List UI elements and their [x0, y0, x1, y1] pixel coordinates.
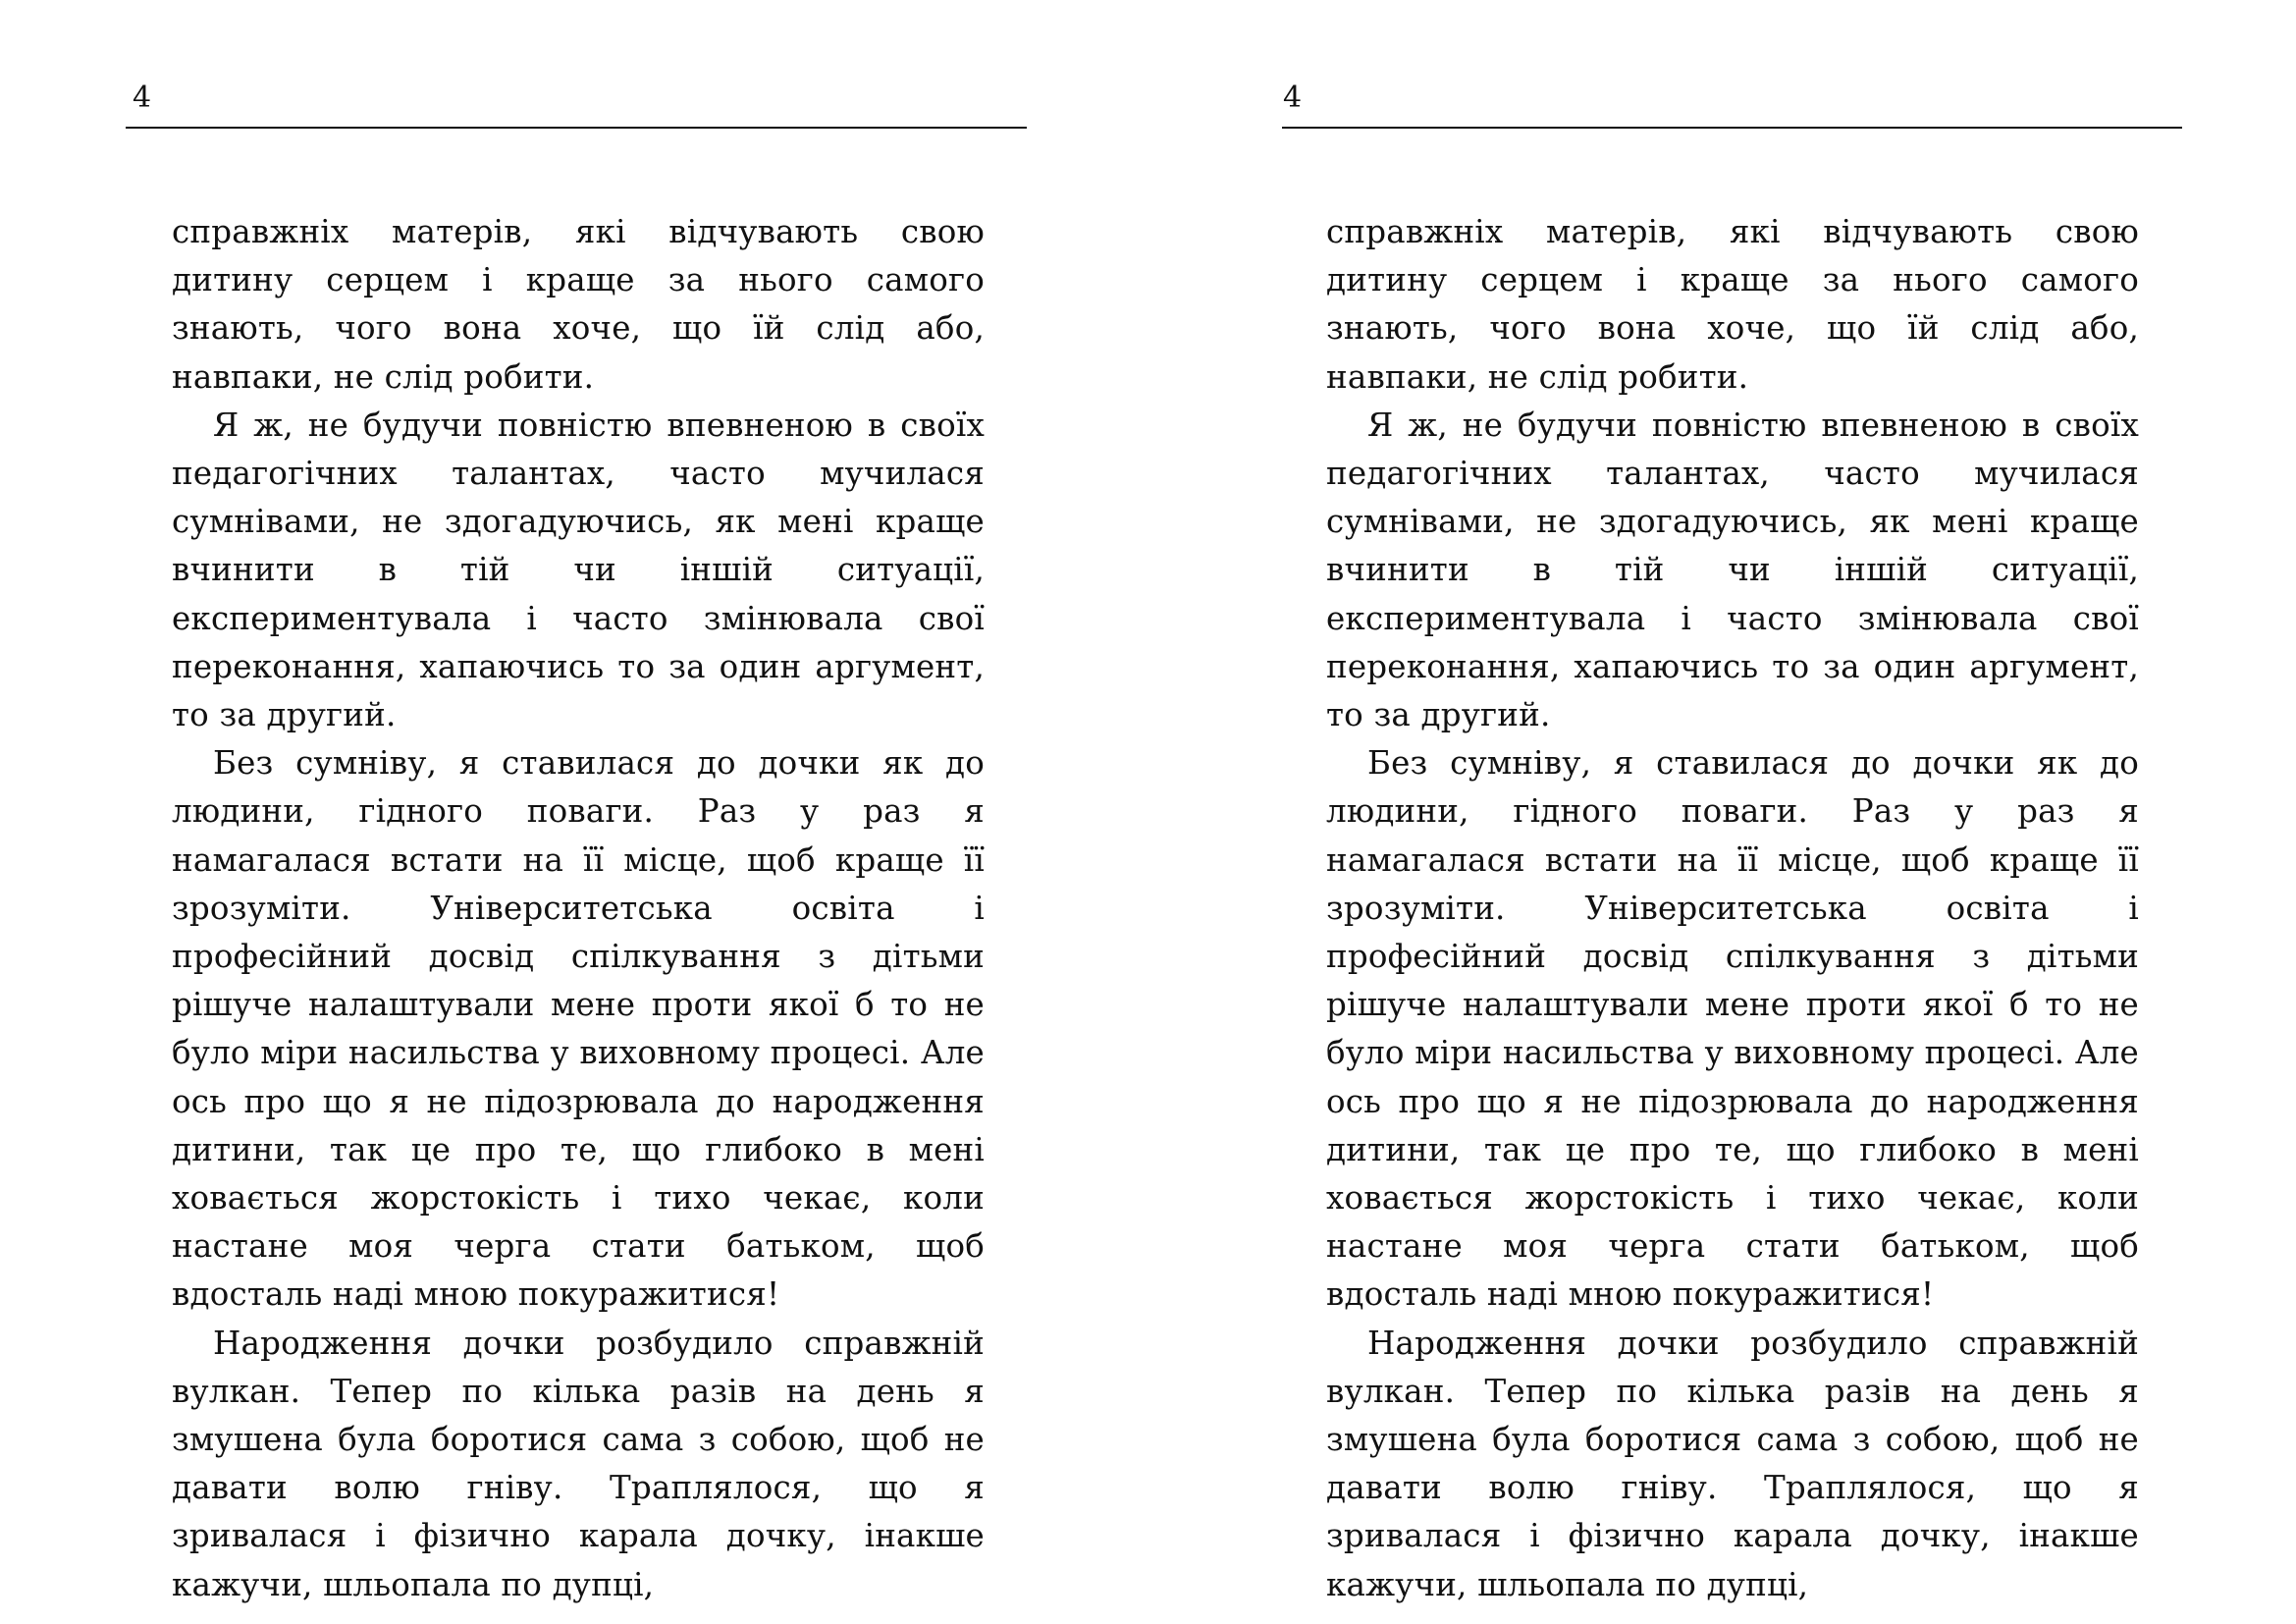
paragraph: Без сумніву, я ставилася до дочки як до людини, гідного поваги. Раз у раз я намагалася встати на її місце, щоб краще її зрозуміти. Університетська освіта і професійний досвід спілкування з дітьми рішуче налаштували мене проти якої б то не було міри насильства у виховному процесі. Але ось про що я не підозрювала до народження дитини, так це про те, що глибоко в мені ховається жорстокість і тихо чекає, коли настане моя черга стати батьком, щоб вдосталь наді мною покуражитися!: [172, 744, 985, 1314]
body-text: [172, 208, 985, 1609]
paragraph: Я ж, не будучи повністю впевненою в своїх педагогічних талантах, часто мучилася сумнівами, не здогадуючись, як мені краще вчинити в тій чи іншій ситуації, експериментувала і часто змінювала свої переконання, хапаючись то за один аргумент, то за другий.: [172, 406, 985, 734]
paragraph: Я ж, не будучи повністю впевненою в своїх педагогічних талантах, часто мучилася сумнівами, не здогадуючись, як мені краще вчинити в тій чи іншій ситуації, експериментувала і часто змінювала свої переконання, хапаючись то за один аргумент, то за другий.: [1326, 406, 2139, 734]
paragraph: справжніх матерів, які відчувають свою дитину серцем і краще за нього самого знають, чого вона хоче, що їй слід або, навпаки, не слід робити.: [1326, 213, 2139, 396]
page-number: 4: [1283, 81, 1303, 115]
paragraph: Без сумніву, я ставилася до дочки як до людини, гідного поваги. Раз у раз я намагалася встати на її місце, щоб краще її зрозуміти. Університетська освіта і професійний досвід спілкування з дітьми рішуче налаштували мене проти якої б то не було міри насильства у виховному процесі. Але ось про що я не підозрювала до народження дитини, так це про те, що глибоко в мені ховається жорстокість і тихо чекає, коли настане моя черга стати батьком, щоб вдосталь наді мною покуражитися!: [1326, 744, 2139, 1314]
paragraph: Народження дочки розбудило справжній вулкан. Тепер по кілька разів на день я змушена була боротися сама з собою, щоб не давати волю гніву. Траплялося, що я зривалася і фізично карала дочку, інакше кажучи, шльопала по дупці,: [172, 1324, 985, 1603]
header-rule: [1282, 127, 2182, 129]
body-text: [1326, 208, 2139, 1609]
header-rule: [126, 127, 1027, 129]
right-page: [1148, 0, 2296, 1624]
page-number: 4: [133, 81, 152, 115]
paragraph: справжніх матерів, які відчувають свою дитину серцем і краще за нього самого знають, чого вона хоче, що їй слід або, навпаки, не слід робити.: [172, 213, 985, 396]
paragraph: Народження дочки розбудило справжній вулкан. Тепер по кілька разів на день я змушена була боротися сама з собою, щоб не давати волю гніву. Траплялося, що я зривалася і фізично карала дочку, інакше кажучи, шльопала по дупці,: [1326, 1324, 2139, 1603]
